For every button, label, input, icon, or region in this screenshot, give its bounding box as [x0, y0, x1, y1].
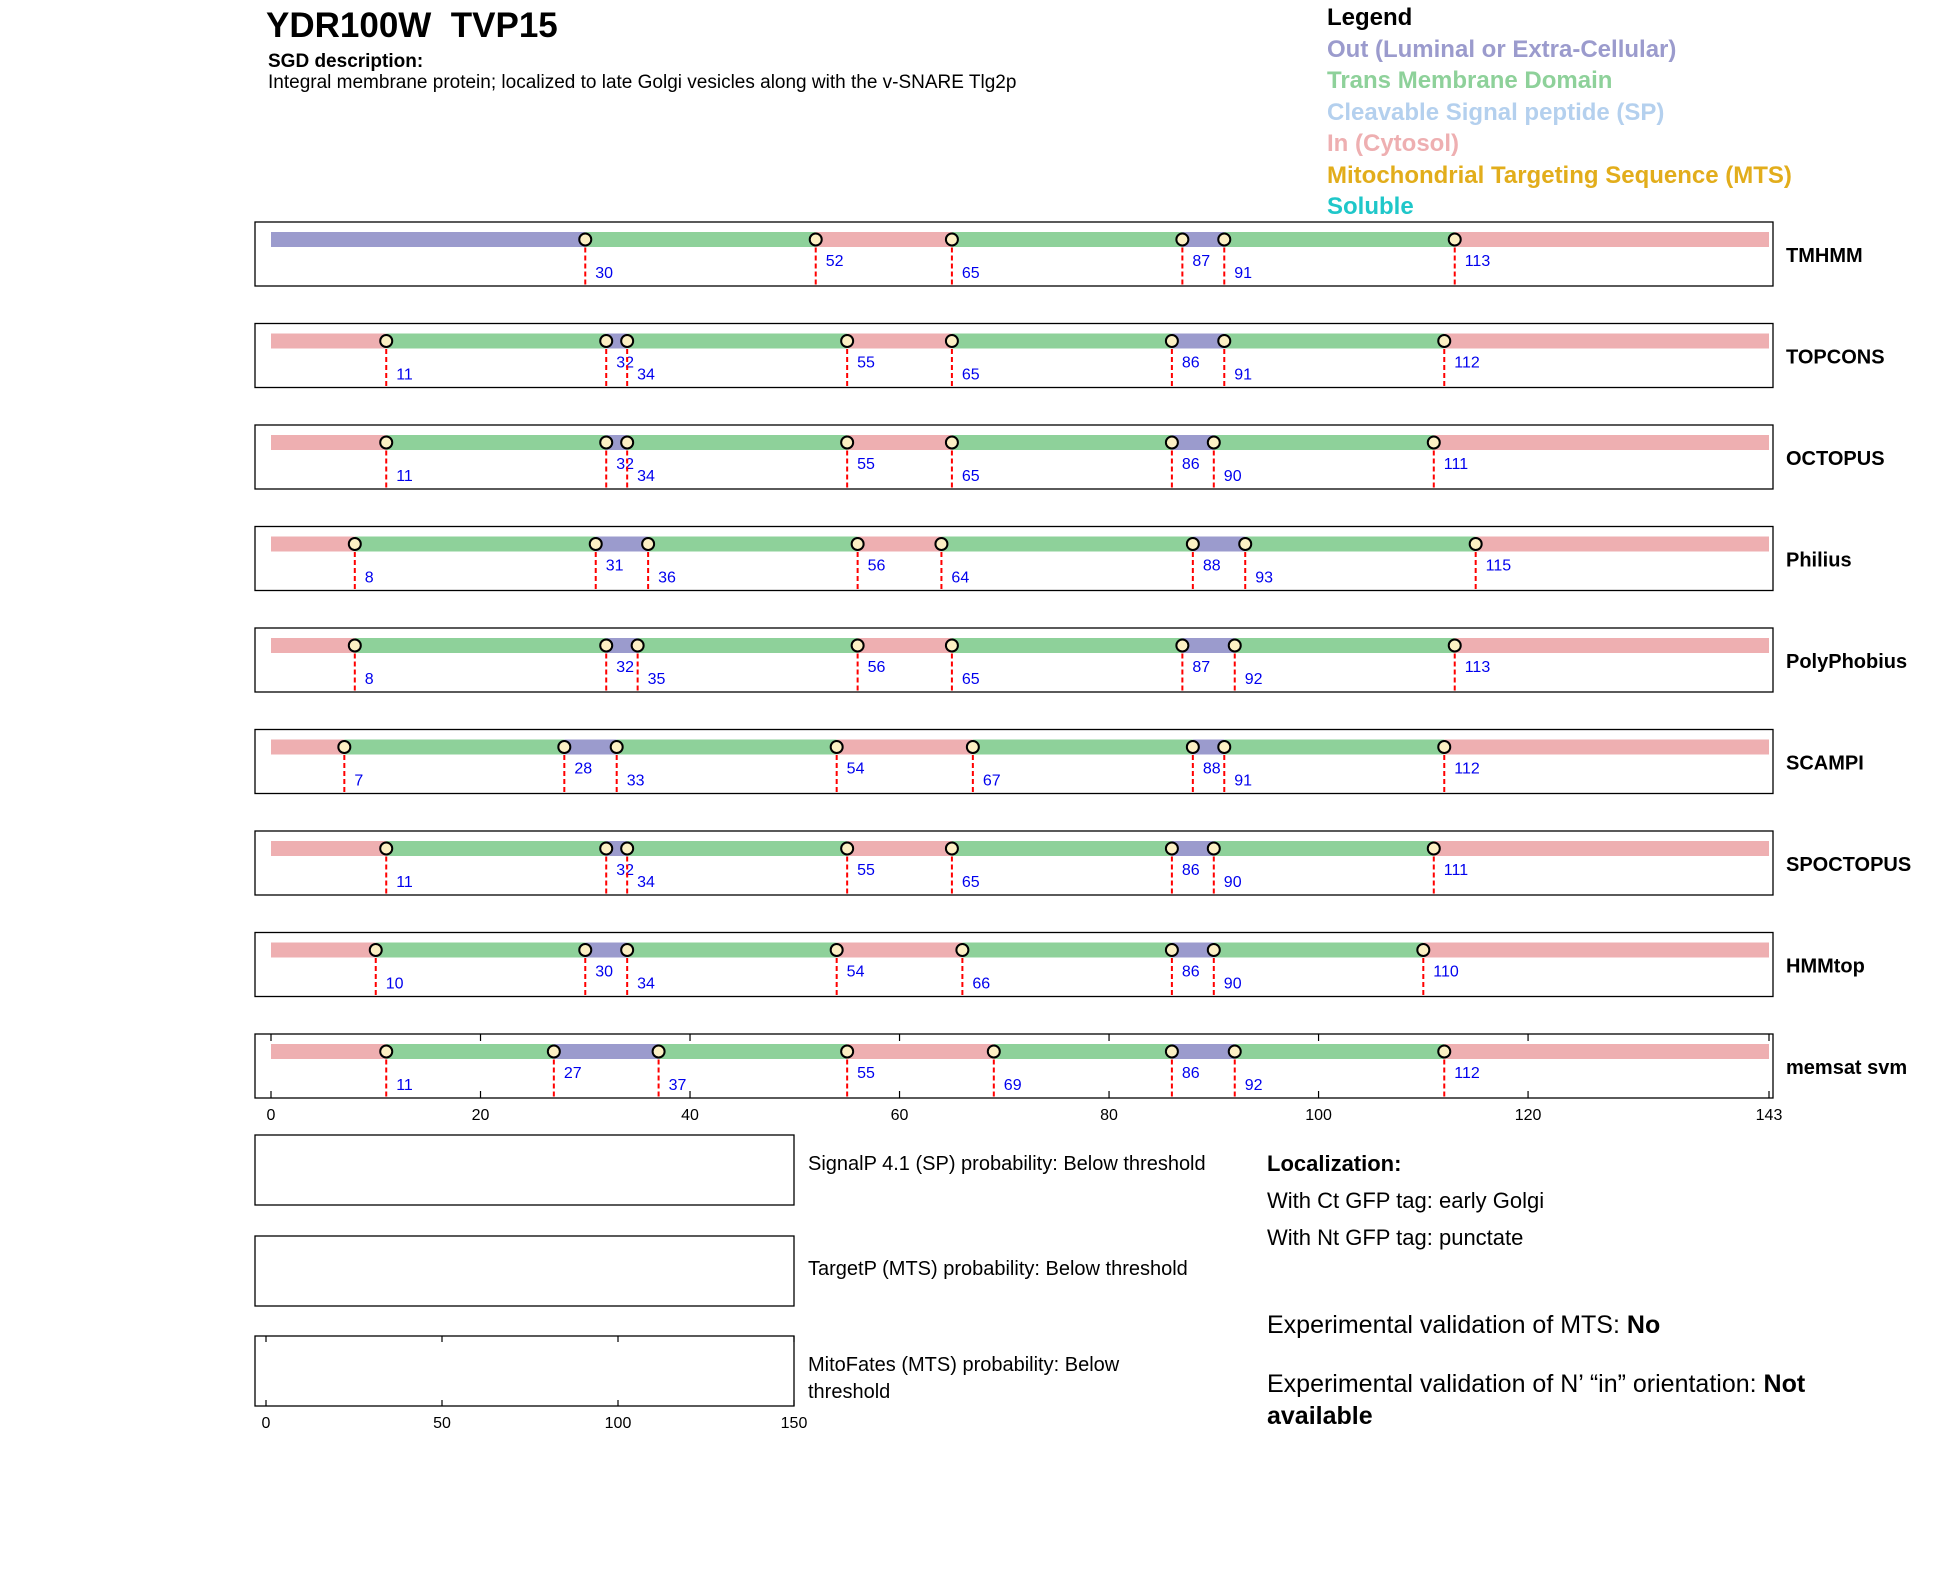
mts-validation-value: No: [1626, 1311, 1661, 1339]
boundary-marker: [1470, 538, 1482, 550]
legend-item-mts: Mitochondrial Targeting Sequence (MTS): [1327, 162, 1792, 189]
boundary-label: 88: [1202, 557, 1221, 575]
topology-segment-in: [816, 232, 952, 247]
topology-segment-in: [271, 435, 386, 450]
boundary-label: 33: [626, 772, 645, 790]
boundary-marker: [338, 741, 350, 753]
boundary-marker: [380, 1046, 392, 1058]
topology-segment-in: [271, 638, 355, 653]
topology-segment-tm: [952, 638, 1182, 653]
boundary-label: 65: [961, 671, 980, 688]
boundary-label: 37: [668, 1077, 687, 1094]
boundary-marker: [349, 538, 361, 550]
topology-segment-tm: [627, 943, 837, 958]
topology-segment-tm: [1214, 841, 1434, 856]
boundary-marker: [380, 843, 392, 855]
x-axis-tick-label: 0: [266, 1107, 276, 1124]
predictor-row: [255, 527, 1852, 591]
boundary-marker: [632, 640, 644, 652]
boundary-label: 65: [961, 874, 980, 891]
boundary-label: 32: [616, 659, 635, 676]
predictor-name: SPOCTOPUS: [1786, 854, 1912, 876]
boundary-marker: [1239, 538, 1251, 550]
boundary-label: 115: [1485, 557, 1512, 575]
boundary-marker: [1166, 1046, 1178, 1058]
predictor-box: [255, 730, 1773, 794]
topology-segment-out: [564, 740, 616, 755]
boundary-label: 56: [867, 557, 886, 575]
boundary-marker: [946, 640, 958, 652]
boundary-marker: [1449, 640, 1461, 652]
boundary-marker: [590, 538, 602, 550]
boundary-label: 92: [1244, 1077, 1263, 1094]
page-title: YDR100W TVP15: [266, 6, 558, 45]
boundary-marker: [370, 944, 382, 956]
topology-segment-tm: [1214, 435, 1434, 450]
signalp-label: SignalP 4.1 (SP) probability: Below threshold: [808, 1153, 1206, 1175]
topology-segment-in: [271, 1044, 386, 1059]
boundary-marker: [1428, 437, 1440, 449]
x-axis-tick-label: 100: [1305, 1107, 1332, 1124]
topology-segment-tm: [585, 232, 815, 247]
predictor-box: [255, 425, 1773, 489]
boundary-marker: [1176, 640, 1188, 652]
targetp-label: TargetP (MTS) probability: Below threshold: [808, 1258, 1188, 1280]
x-axis-tick-label: 80: [1100, 1107, 1118, 1124]
topology-segment-tm: [1214, 943, 1424, 958]
boundary-label: 10: [385, 975, 404, 993]
boundary-marker: [621, 437, 633, 449]
predictor-name: Philius: [1786, 549, 1852, 572]
topology-segment-tm: [973, 740, 1193, 755]
boundary-label: 35: [647, 671, 666, 688]
boundary-marker: [810, 234, 822, 246]
boundary-label: 28: [574, 760, 593, 778]
topology-segment-in: [858, 638, 952, 653]
boundary-marker: [1176, 234, 1188, 246]
predictor-row: [255, 933, 1865, 997]
boundary-label: 11: [396, 874, 413, 891]
boundary-label: 36: [658, 569, 676, 587]
boundary-marker: [1166, 335, 1178, 347]
topology-segment-tm: [952, 435, 1172, 450]
boundary-label: 112: [1454, 354, 1480, 372]
predictor-row: [255, 1034, 1907, 1098]
boundary-label: 54: [846, 963, 865, 981]
topology-segment-in: [847, 841, 952, 856]
boundary-marker: [1208, 944, 1220, 956]
topology-segment-out: [1182, 638, 1234, 653]
topology-segment-tm: [941, 537, 1192, 552]
boundary-label: 69: [1003, 1077, 1022, 1094]
x-axis-tick-label: 143: [1755, 1107, 1783, 1124]
boundary-label: 87: [1192, 659, 1211, 676]
predictor-box: [255, 222, 1773, 286]
topology-segment-in: [1444, 740, 1769, 755]
boundary-marker: [1218, 335, 1230, 347]
topology-segment-tm: [1224, 334, 1444, 349]
boundary-marker: [642, 538, 654, 550]
boundary-marker: [841, 1046, 853, 1058]
boundary-marker: [600, 437, 612, 449]
x-axis-tick-label: 40: [681, 1107, 699, 1124]
boundary-label: 90: [1223, 975, 1242, 993]
mts-validation: [1267, 1311, 1660, 1340]
boundary-label: 91: [1234, 366, 1253, 384]
boundary-marker: [946, 437, 958, 449]
boundary-label: 112: [1454, 760, 1480, 778]
topology-segment-tm: [952, 334, 1172, 349]
boundary-label: 67: [982, 772, 1001, 790]
topology-segment-tm: [952, 841, 1172, 856]
topology-segment-tm: [994, 1044, 1172, 1059]
boundary-label: 34: [637, 975, 655, 993]
legend-title: Legend: [1327, 4, 1413, 31]
boundary-label: 55: [857, 1065, 875, 1082]
predictor-box: [255, 324, 1773, 388]
orientation-validation-value-2: available: [1267, 1402, 1373, 1430]
boundary-marker: [841, 335, 853, 347]
boundary-label: 90: [1223, 874, 1242, 891]
boundary-marker: [967, 741, 979, 753]
boundary-marker: [1449, 234, 1461, 246]
boundary-marker: [611, 741, 623, 753]
topology-segment-out: [271, 232, 585, 247]
topology-segment-in: [1476, 537, 1769, 552]
orientation-validation-value-1: Not: [1763, 1370, 1806, 1398]
boundary-label: 34: [637, 366, 655, 384]
predictor-name: PolyPhobius: [1786, 651, 1908, 673]
boundary-label: 113: [1464, 253, 1491, 270]
boundary-marker: [621, 944, 633, 956]
topology-segment-tm: [1235, 1044, 1445, 1059]
localization-title: Localization:: [1267, 1151, 1402, 1176]
boundary-label: 87: [1192, 253, 1211, 270]
boundary-label: 64: [951, 569, 970, 587]
topology-segment-out: [1172, 1044, 1235, 1059]
predictor-row: [255, 222, 1863, 286]
boundary-label: 65: [961, 468, 980, 485]
boundary-label: 11: [396, 1077, 413, 1094]
probability-panel: [255, 1336, 794, 1406]
boundary-marker: [1438, 741, 1450, 753]
mts-validation-label: Experimental validation of MTS:: [1267, 1311, 1627, 1339]
topology-segment-tm: [355, 537, 596, 552]
legend-item-soluble: Soluble: [1327, 193, 1414, 220]
topology-segment-tm: [344, 740, 564, 755]
boundary-label: 27: [563, 1065, 582, 1082]
orientation-validation: [1267, 1370, 1805, 1399]
boundary-marker: [653, 1046, 665, 1058]
boundary-marker: [946, 843, 958, 855]
predictor-row: [255, 730, 1864, 794]
boundary-label: 55: [857, 862, 875, 879]
boundary-label: 86: [1181, 862, 1200, 879]
prob-axis-tick-label: 100: [604, 1415, 632, 1432]
boundary-label: 7: [354, 772, 364, 790]
probability-panel: [255, 1236, 794, 1306]
predictor-row: [255, 628, 1907, 692]
topology-segment-tm: [386, 841, 606, 856]
topology-segment-tm: [355, 638, 606, 653]
boundary-marker: [621, 335, 633, 347]
boundary-marker: [380, 437, 392, 449]
boundary-label: 56: [867, 659, 886, 676]
predictor-box: [255, 933, 1773, 997]
boundary-marker: [1187, 741, 1199, 753]
prob-axis-tick-label: 0: [261, 1415, 271, 1432]
boundary-marker: [1229, 1046, 1241, 1058]
topology-segment-tm: [386, 435, 606, 450]
boundary-label: 111: [1443, 456, 1469, 473]
boundary-marker: [841, 843, 853, 855]
topology-segment-tm: [638, 638, 858, 653]
x-axis-tick-label: 20: [471, 1107, 490, 1124]
predictor-row: [255, 324, 1885, 388]
boundary-marker: [946, 335, 958, 347]
boundary-label: 65: [961, 366, 980, 384]
boundary-marker: [380, 335, 392, 347]
topology-segment-tm: [627, 841, 847, 856]
topology-segment-in: [858, 537, 942, 552]
predictor-name: TOPCONS: [1786, 346, 1885, 369]
topology-segment-tm: [1224, 740, 1444, 755]
boundary-label: 32: [616, 354, 635, 372]
boundary-marker: [558, 741, 570, 753]
sgd-description-label: SGD description:: [268, 51, 424, 72]
boundary-label: 8: [364, 569, 374, 587]
topology-segment-tm: [962, 943, 1172, 958]
topology-segment-in: [1444, 1044, 1769, 1059]
boundary-marker: [1208, 437, 1220, 449]
predictor-name: memsat svm: [1786, 1057, 1908, 1079]
legend-item-out: Out (Luminal or Extra-Cellular): [1327, 36, 1677, 63]
boundary-label: 86: [1181, 1065, 1200, 1082]
topology-segment-in: [271, 740, 344, 755]
topology-segment-tm: [952, 232, 1182, 247]
topology-segment-tm: [386, 334, 606, 349]
boundary-label: 110: [1433, 963, 1459, 981]
boundary-label: 11: [396, 468, 413, 485]
orientation-validation-label: Experimental validation of N’ “in” orientation:: [1267, 1370, 1764, 1398]
topology-segment-tm: [627, 435, 847, 450]
boundary-marker: [600, 640, 612, 652]
boundary-marker: [621, 843, 633, 855]
boundary-label: 86: [1181, 963, 1200, 981]
boundary-marker: [1417, 944, 1429, 956]
topology-segment-in: [1434, 435, 1769, 450]
legend-item-sp: Cleavable Signal peptide (SP): [1327, 99, 1665, 126]
boundary-label: 86: [1181, 456, 1200, 473]
topology-segment-in: [271, 537, 355, 552]
topology-segment-in: [847, 1044, 994, 1059]
boundary-label: 93: [1255, 569, 1274, 587]
boundary-marker: [841, 437, 853, 449]
boundary-marker: [1218, 741, 1230, 753]
topology-segment-in: [271, 334, 386, 349]
predictor-box: [255, 527, 1773, 591]
predictor-box: [255, 628, 1773, 692]
boundary-marker: [1438, 335, 1450, 347]
boundary-marker: [1438, 1046, 1450, 1058]
x-axis-tick-label: 60: [890, 1107, 909, 1124]
predictor-row: [255, 831, 1911, 895]
topology-segment-tm: [627, 334, 847, 349]
boundary-marker: [579, 234, 591, 246]
predictor-name: TMHMM: [1786, 245, 1863, 267]
boundary-label: 111: [1443, 862, 1469, 879]
topology-segment-tm: [386, 1044, 554, 1059]
legend-item-tm: Trans Membrane Domain: [1327, 67, 1613, 94]
predictor-name: HMMtop: [1786, 955, 1865, 978]
boundary-label: 30: [595, 265, 614, 282]
boundary-label: 55: [857, 456, 875, 473]
topology-segment-tm: [376, 943, 586, 958]
topology-segment-tm: [1224, 232, 1454, 247]
legend-item-in: In (Cytosol): [1327, 130, 1459, 157]
topology-segment-in: [1444, 334, 1769, 349]
prob-axis-tick-label: 50: [433, 1415, 451, 1432]
predictor-name: OCTOPUS: [1786, 448, 1885, 470]
topology-segment-in: [847, 435, 952, 450]
predictor-row: [255, 425, 1885, 489]
boundary-label: 112: [1454, 1065, 1480, 1082]
boundary-marker: [600, 335, 612, 347]
boundary-marker: [935, 538, 947, 550]
boundary-marker: [831, 944, 843, 956]
topology-segment-in: [1455, 638, 1769, 653]
boundary-label: 91: [1234, 772, 1253, 790]
probability-panel: [255, 1135, 794, 1205]
boundary-label: 52: [825, 253, 844, 270]
boundary-label: 86: [1181, 354, 1200, 372]
localization-ct-gfp: With Ct GFP tag: early Golgi: [1267, 1188, 1545, 1213]
boundary-label: 31: [605, 557, 624, 575]
boundary-marker: [946, 234, 958, 246]
boundary-marker: [349, 640, 361, 652]
topology-segment-in: [847, 334, 952, 349]
topology-segment-in: [1423, 943, 1769, 958]
topology-segment-in: [837, 943, 963, 958]
boundary-marker: [548, 1046, 560, 1058]
topology-segment-out: [554, 1044, 659, 1059]
boundary-label: 92: [1244, 671, 1263, 688]
topology-segment-in: [271, 943, 376, 958]
topology-segment-in: [837, 740, 973, 755]
sgd-description-text: Integral membrane protein; localized to late Golgi vesicles along with the v-SNARE Tlg2p: [268, 72, 1017, 93]
topology-segment-out: [1172, 334, 1224, 349]
boundary-marker: [1166, 944, 1178, 956]
boundary-marker: [831, 741, 843, 753]
topology-segment-in: [271, 841, 386, 856]
boundary-marker: [852, 640, 864, 652]
boundary-marker: [1166, 843, 1178, 855]
boundary-label: 91: [1234, 265, 1253, 282]
topology-segment-out: [596, 537, 648, 552]
boundary-label: 65: [961, 265, 980, 282]
boundary-label: 54: [846, 760, 865, 778]
boundary-label: 34: [637, 468, 655, 485]
prob-axis-tick-label: 150: [780, 1415, 808, 1432]
boundary-marker: [1208, 843, 1220, 855]
topology-segment-tm: [648, 537, 858, 552]
localization-nt-gfp: With Nt GFP tag: punctate: [1267, 1225, 1524, 1250]
topology-segment-tm: [1235, 638, 1455, 653]
boundary-label: 66: [972, 975, 991, 993]
boundary-label: 88: [1202, 760, 1221, 778]
boundary-marker: [1218, 234, 1230, 246]
boundary-label: 34: [637, 874, 655, 891]
boundary-label: 8: [364, 671, 374, 688]
boundary-marker: [1229, 640, 1241, 652]
boundary-marker: [956, 944, 968, 956]
boundary-marker: [988, 1046, 1000, 1058]
x-axis-tick-label: 120: [1514, 1107, 1542, 1124]
topology-segment-tm: [659, 1044, 848, 1059]
topology-segment-out: [1193, 537, 1245, 552]
boundary-marker: [852, 538, 864, 550]
boundary-marker: [1187, 538, 1199, 550]
boundary-marker: [600, 843, 612, 855]
predictor-name: SCAMPI: [1786, 752, 1864, 775]
boundary-label: 32: [616, 456, 635, 473]
mitofates-label-line1: MitoFates (MTS) probability: Below: [808, 1354, 1120, 1376]
mitofates-label-line2: threshold: [808, 1381, 891, 1403]
topology-segment-in: [1455, 232, 1769, 247]
topology-segment-tm: [617, 740, 837, 755]
topology-segment-in: [1434, 841, 1769, 856]
predictor-box: [255, 831, 1773, 895]
boundary-marker: [579, 944, 591, 956]
boundary-marker: [1166, 437, 1178, 449]
boundary-label: 30: [595, 963, 614, 981]
boundary-label: 11: [396, 366, 413, 384]
boundary-label: 32: [616, 862, 635, 879]
boundary-label: 90: [1223, 468, 1242, 485]
topology-segment-tm: [1245, 537, 1475, 552]
boundary-label: 55: [857, 354, 875, 372]
boundary-label: 113: [1464, 659, 1491, 676]
boundary-marker: [1428, 843, 1440, 855]
